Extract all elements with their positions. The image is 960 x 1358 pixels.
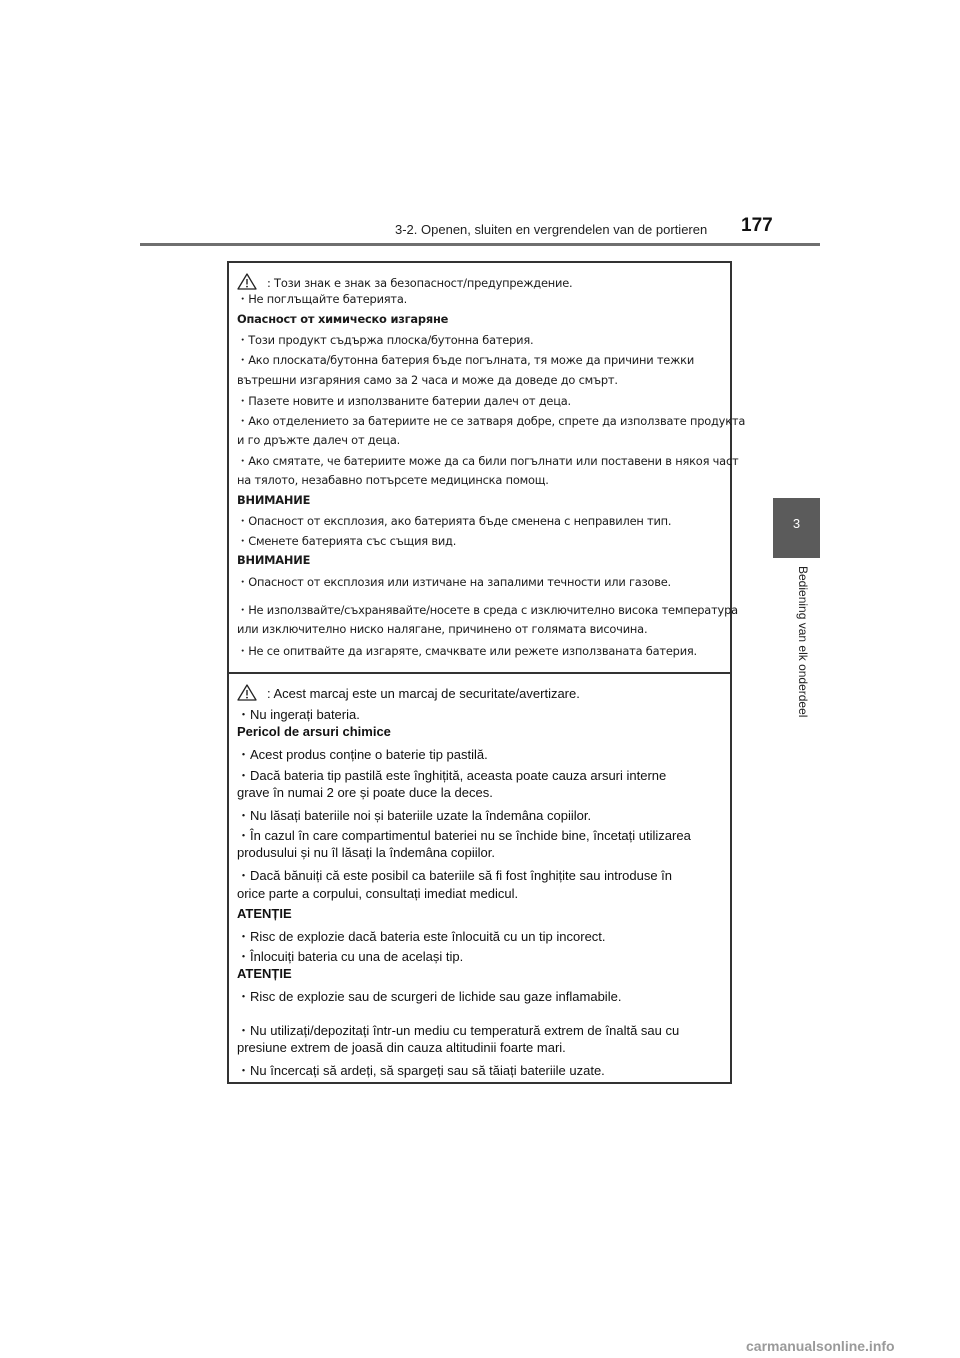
page-header: [0, 0, 960, 260]
warning-text: ・Не поглъщайте батерията.: [237, 292, 408, 306]
warning-text: : Този знак е знак за безопасност/предупреждение.: [267, 276, 573, 290]
warning-text: ・Ако смятате, че батериите може да са били погълнати или поставени в някоя част: [237, 454, 739, 468]
warning-text-line: [237, 926, 606, 945]
warning-text-line: [237, 622, 647, 636]
warning-triangle-icon: [237, 684, 257, 704]
page-number: 177: [741, 215, 773, 236]
warning-text: ・Опасност от експлозия, ако батерията бъде сменена с неправилен тип.: [237, 514, 672, 528]
warning-heading: [237, 966, 292, 981]
warning-text: ・În cazul în care compartimentul bateriei nu se închide bine, încetați utilizarea: [237, 828, 691, 843]
warning-text: ・Ако отделението за батериите не се затваря добре, спрете да използвате продукта: [237, 414, 746, 428]
romanian-warning-panel: [229, 674, 730, 1082]
warning-text: ・Înlocuiți bateria cu una de același tip.: [237, 949, 464, 964]
warning-text: grave în numai 2 ore și poate duce la deces.: [237, 785, 493, 800]
warning-text: ・Ако плоската/бутонна батерия бъде погълната, тя може да причини тежки: [237, 353, 695, 367]
warning-text-line: [237, 684, 580, 704]
warning-text: ・Пазете новите и използваните батерии далеч от деца.: [237, 394, 571, 408]
warning-text: ・Risc de explozie dacă bateria este înlocuită cu un tip incorect.: [237, 929, 606, 944]
section-title: 3-2. Openen, sluiten en vergrendelen van de portieren: [395, 222, 708, 237]
warning-text: ・Nu ingerați bateria.: [237, 707, 360, 722]
warning-text: вътрешни изгаряния само за 2 часа и може да доведе до смърт.: [237, 373, 618, 387]
warning-text: ・Nu utilizați/depozitați într-un mediu cu temperatură extrem de înaltă sau cu: [237, 1023, 680, 1038]
warning-text-line: [237, 273, 572, 293]
warning-text-line: [237, 704, 360, 723]
warning-text: ・Nu lăsați bateriile noi și bateriile uzate la îndemâna copiilor.: [237, 808, 592, 823]
bulgarian-warning-panel: [229, 263, 746, 674]
warning-text: ・Не се опитвайте да изгаряте, смачквате или режете използваната батерия.: [237, 644, 697, 658]
warning-text: ・Nu încercați să ardeți, să spargeți sau să tăiați bateriile uzate.: [237, 1063, 605, 1078]
warning-text: ・Не използвайте/съхранявайте/носете в среда с изключително висока температура: [237, 603, 738, 617]
warning-text-line: [237, 433, 400, 447]
warning-text: orice parte a corpului, consultați imediat medicul.: [237, 886, 519, 901]
warning-text: ATENȚIE: [237, 966, 292, 981]
warning-text-line: [237, 602, 738, 618]
warning-text-line: [237, 744, 488, 763]
warning-text-line: [237, 574, 671, 590]
warning-heading: [237, 906, 292, 921]
warning-text: Pericol de arsuri chimice: [237, 724, 391, 739]
warning-text: produsului și nu îl lăsați la îndemâna copiilor.: [237, 845, 495, 860]
chapter-label: Bediening van elk onderdeel: [796, 566, 810, 718]
warning-text: ВНИМАНИЕ: [237, 553, 311, 567]
header-divider: [140, 243, 820, 246]
warning-text-line: [237, 1020, 679, 1039]
warning-text: и го дръжте далеч от деца.: [237, 433, 401, 447]
warning-text-line: [237, 785, 493, 800]
warning-text: или изключително ниско налягане, причинено от голямата височина.: [237, 622, 648, 636]
warning-text-line: [237, 1060, 605, 1079]
warning-text: ВНИМАНИЕ: [237, 493, 311, 507]
warning-text-line: [237, 986, 621, 1005]
warning-heading: [237, 553, 310, 567]
warning-text-line: [237, 413, 745, 429]
warning-text-line: [237, 513, 671, 529]
warning-text-line: [237, 1040, 566, 1055]
warning-text-line: [237, 825, 691, 844]
warning-text: presiune extrem de joasă din cauza altitudinii foarte mari.: [237, 1040, 566, 1055]
battery-warning-box: [227, 261, 746, 1084]
warning-triangle-icon: [237, 273, 257, 293]
warning-text-line: [237, 373, 618, 387]
warning-text-line: [237, 845, 495, 860]
chapter-number: 3: [792, 516, 801, 531]
warning-text-line: [237, 291, 407, 307]
warning-text-line: [237, 865, 672, 884]
warning-text: ATENȚIE: [237, 906, 292, 921]
warning-text-line: [237, 393, 571, 409]
warning-text-line: [237, 533, 456, 549]
warning-text: ・Опасност от експлозия или изтичане на запалими течности или газове.: [237, 575, 671, 589]
warning-text: : Acest marcaj este un marcaj de securitate/avertizare.: [267, 686, 580, 701]
warning-text: ・Risc de explozie sau de scurgeri de lichide sau gaze inflamabile.: [237, 989, 622, 1004]
warning-text: ・Dacă bateria tip pastilă este înghițită, aceasta poate cauza arsuri interne: [237, 768, 667, 783]
warning-text-line: [237, 453, 738, 469]
warning-text-line: [237, 643, 697, 659]
warning-text: ・Сменете батерията със същия вид.: [237, 534, 457, 548]
warning-text-line: [237, 946, 463, 965]
footer-watermark: carmanualsonline.info: [746, 1338, 895, 1354]
warning-text-line: [237, 886, 518, 901]
warning-heading: [237, 493, 310, 507]
warning-text: ・Този продукт съдържа плоска/бутонна батерия.: [237, 333, 534, 347]
warning-heading: [237, 312, 448, 326]
warning-text: ・Dacă bănuiți că este posibil ca bateriile să fi fost înghițite sau introduse în: [237, 868, 673, 883]
warning-text: на тялото, незабавно потърсете медицинска помощ.: [237, 473, 549, 487]
warning-text: ・Acest produs conține o baterie tip pastilă.: [237, 747, 488, 762]
warning-text-line: [237, 805, 591, 824]
warning-text: Опасност от химическо изгаряне: [237, 312, 449, 326]
warning-text-line: [237, 332, 533, 348]
warning-heading: [237, 724, 391, 739]
chapter-tab: [773, 498, 820, 558]
warning-text-line: [237, 473, 549, 487]
warning-text-line: [237, 765, 666, 784]
warning-text-line: [237, 352, 694, 368]
